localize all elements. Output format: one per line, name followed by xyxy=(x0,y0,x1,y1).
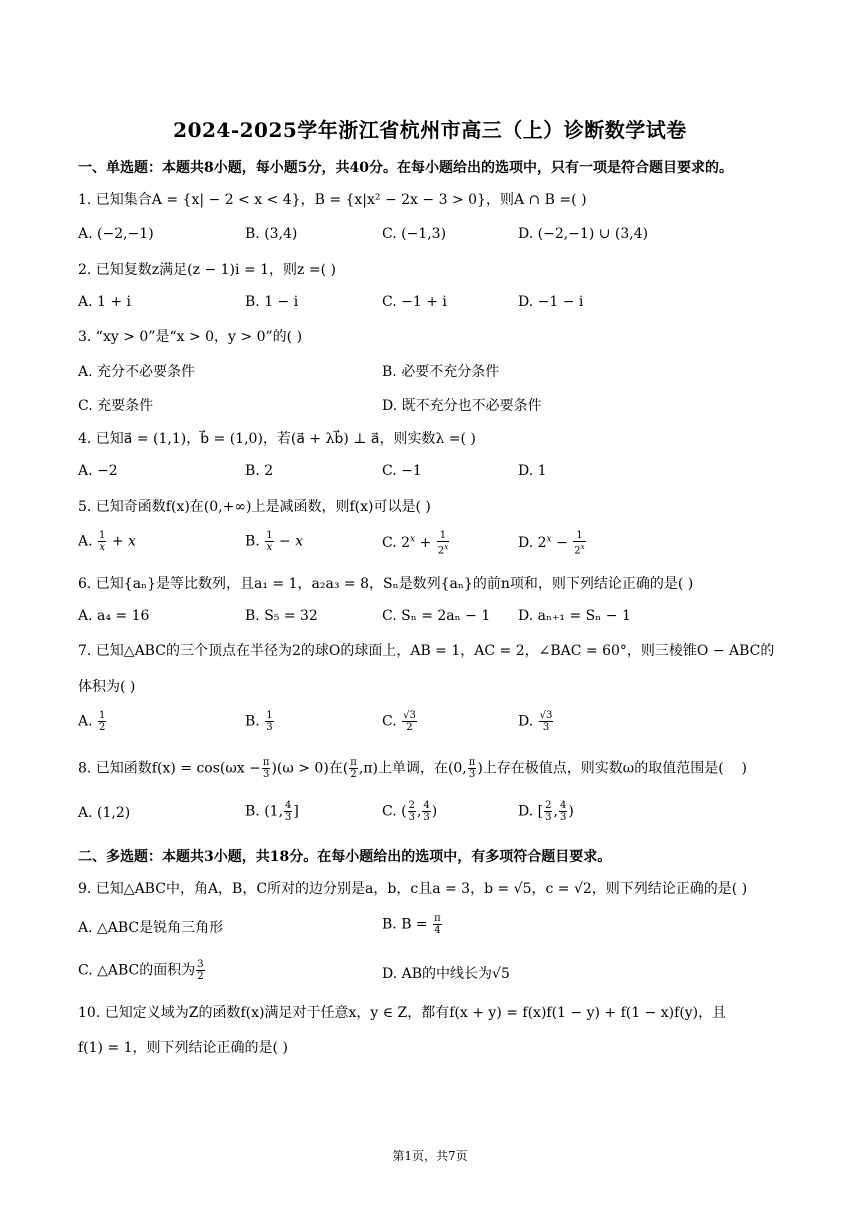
question-1: 1. 已知集合A = {x| − 2 < x < 4}，B = {x|x² − 2x − 3 > 0}，则A ∩ B =( ) xyxy=(78,192,587,208)
question-7: 7. 已知△ABC的三个顶点在半径为2的球O的球面上，AB = 1，AC = 2，∠BAC = 60°，则三棱锥O − ABC的 xyxy=(78,643,775,659)
fraction: $\frac{1}{2^x}$ xyxy=(574,530,585,557)
q8-option-a: A. (1,2) xyxy=(78,805,131,821)
q5-option-c: C. $2^x$ + $\frac{1}{2^x}$ xyxy=(382,530,449,557)
q2-option-c: C. −1 + i xyxy=(382,294,447,310)
q6-option-a: A. a₄ = 16 xyxy=(78,608,150,624)
q3-option-b: B. 必要不充分条件 xyxy=(382,364,500,380)
q5-option-d: D. $2^x$ − $\frac{1}{2^x}$ xyxy=(518,530,585,557)
q9-option-b xyxy=(382,913,443,936)
section-heading-multiple-choice: 二、多选题：本题共3小题，共18分。在每小题给出的选项中，有多项符合题目要求。 xyxy=(78,849,612,865)
question-3: 3. “xy > 0”是“x > 0，y > 0”的( ) xyxy=(78,329,303,345)
q1-option-a: A. (−2,−1) xyxy=(78,226,154,242)
question-5: 5. 已知奇函数f(x)在(0,+∞)上是减函数，则f(x)可以是( ) xyxy=(78,499,431,515)
fraction: $\frac{1}{x}$ xyxy=(99,530,106,553)
q4-option-c: C. −1 xyxy=(382,463,422,479)
fraction: $\frac{1}{2}$ xyxy=(99,710,106,733)
q3-option-d: D. 既不充分也不必要条件 xyxy=(382,398,542,414)
question-8-stem: 8. 已知函数f(x) = cos(ωx − xyxy=(78,760,261,777)
fraction: $\frac{3}{2}$ xyxy=(197,959,204,982)
question-8: 8. 已知函数f(x) = cos(ωx − $\frac{\pi}{3}$ )(ω > 0)在( $\frac{\pi}{2}$ ,π)上单调，在(0, $\frac{\pi}{3}$ )上存在极值点，则实数ω的取值范围是( ) xyxy=(78,757,747,780)
fraction: $\frac{1}{3}$ xyxy=(266,710,273,733)
q7-option-a xyxy=(78,710,107,733)
fraction: $\frac{1}{x}$ xyxy=(266,530,273,553)
q2-option-a: A. 1 + i xyxy=(78,294,132,310)
q8-option-c: C. ( $\frac{2}{3}$ , $\frac{4}{3}$ ) xyxy=(382,800,438,823)
q5-option-b: B. $\frac{1}{x}$ − x xyxy=(245,530,304,553)
q5-option-b-label: B. xyxy=(245,533,260,550)
fraction: $\frac{\pi}{4}$ xyxy=(434,913,441,936)
q3-option-c: C. 充要条件 xyxy=(78,398,154,414)
fraction: $\frac{\pi}{3}$ xyxy=(468,757,476,780)
question-10-continued: f(1) = 1，则下列结论正确的是( ) xyxy=(78,1040,288,1056)
page-footer: 第1页，共7页 xyxy=(392,1149,468,1163)
fraction: $\frac{\pi}{3}$ xyxy=(262,757,270,780)
q5-option-c-label: C. xyxy=(382,535,397,552)
question-2: 2. 已知复数z满足(z − 1)i = 1，则z =( ) xyxy=(78,262,336,278)
q6-option-d: D. aₙ₊₁ = Sₙ − 1 xyxy=(518,608,631,624)
fraction: $\frac{2}{3}$ xyxy=(545,800,552,823)
q7-option-c-label: C. xyxy=(382,713,397,730)
q9-option-c-label: C. △ABC的面积为 xyxy=(78,962,196,979)
q6-option-c: C. Sₙ = 2aₙ − 1 xyxy=(382,608,491,624)
fraction: $\frac{2}{3}$ xyxy=(408,800,415,823)
question-4: 4. 已知a⃗ = (1,1)，b⃗ = (1,0)，若(a⃗ + λb⃗) ⊥ a⃗，则实数λ =( ) xyxy=(78,431,476,447)
fraction: $\frac{√3}{2}$ xyxy=(403,710,416,733)
q9-option-c xyxy=(78,959,206,982)
q4-option-d: D. 1 xyxy=(518,463,547,479)
fraction: $\frac{4}{3}$ xyxy=(559,800,567,823)
q7-option-a-label: A. xyxy=(78,713,93,730)
q1-option-b: B. (3,4) xyxy=(245,226,298,242)
q2-option-d: D. −1 − i xyxy=(518,294,584,310)
section-heading-single-choice: 一、单选题：本题共8小题，每小题5分，共40分。在每小题给出的选项中，只有一项是符合题目要求的。 xyxy=(78,160,733,176)
q2-option-b: B. 1 − i xyxy=(245,294,299,310)
page-title: 2024-2025学年浙江省杭州市高三（上）诊断数学试卷 xyxy=(173,118,687,142)
q5-option-a-label: A. xyxy=(78,533,93,550)
q3-option-a: A. 充分不必要条件 xyxy=(78,364,196,380)
q8-option-c-label: C. xyxy=(382,803,397,820)
q4-option-a: A. −2 xyxy=(78,463,118,479)
q7-option-d-label: D. xyxy=(518,713,534,730)
fraction: $\frac{4}{3}$ xyxy=(285,800,292,823)
q7-option-d xyxy=(518,710,554,733)
q7-option-b xyxy=(245,710,275,733)
q4-option-b: B. 2 xyxy=(245,463,274,479)
question-6: 6. 已知{aₙ}是等比数列，且a₁ = 1，a₂a₃ = 8，Sₙ是数列{aₙ}的前n项和，则下列结论正确的是( ) xyxy=(78,576,694,592)
q1-option-d: D. (−2,−1) ∪ (3,4) xyxy=(518,226,649,242)
q7-option-c xyxy=(382,710,418,733)
fraction: $\frac{4}{3}$ xyxy=(423,800,430,823)
fraction: $\frac{√3}{3}$ xyxy=(539,710,553,733)
fraction: $\frac{\pi}{2}$ xyxy=(350,757,357,780)
q7-option-b-label: B. xyxy=(245,713,260,730)
question-9: 9. 已知△ABC中，角A，B，C所对的边分别是a，b，c且a = 3，b = √5，c = √2，则下列结论正确的是( ) xyxy=(78,881,748,897)
q5-option-a: A. $\frac{1}{x}$ + x xyxy=(78,530,136,553)
q6-option-b: B. S₅ = 32 xyxy=(245,608,318,624)
q8-option-d: D. [ $\frac{2}{3}$ , $\frac{4}{3}$ ) xyxy=(518,800,574,823)
q8-option-b-label: B. xyxy=(245,803,260,820)
q1-option-c: C. (−1,3) xyxy=(382,226,447,242)
q5-option-d-label: D. xyxy=(518,535,534,552)
fraction: $\frac{1}{2^x}$ xyxy=(437,530,449,557)
q9-option-b-label: B. B = xyxy=(382,916,428,933)
question-10: 10. 已知定义域为Z的函数f(x)满足对于任意x，y ∈ Z，都有f(x + y) = f(x)f(1 − y) + f(1 − x)f(y)，且 xyxy=(78,1005,727,1021)
q9-option-d: D. AB的中线长为√5 xyxy=(382,966,510,982)
q8-option-d-label: D. xyxy=(518,803,534,820)
question-7-continued: 体积为( ) xyxy=(78,679,136,695)
q9-option-a: A. △ABC是锐角三角形 xyxy=(78,920,224,936)
q8-option-b: B. (1, $\frac{4}{3}$ ] xyxy=(245,800,299,823)
